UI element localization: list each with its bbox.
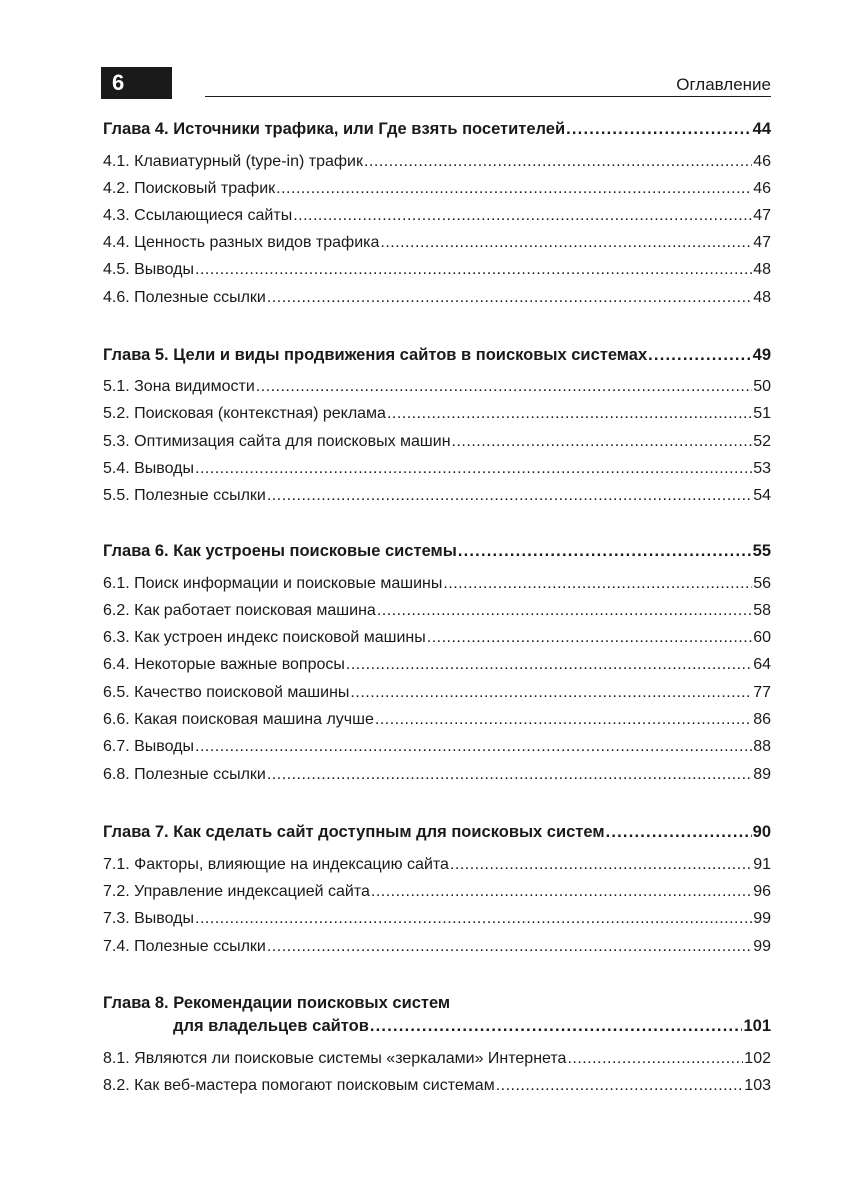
section-title: 7.3. Выводы bbox=[103, 910, 195, 927]
chapter-page: 90 bbox=[752, 823, 771, 841]
toc-section-8-1[interactable] bbox=[103, 1049, 771, 1069]
toc-section-4-3[interactable] bbox=[103, 206, 771, 226]
dot-leader bbox=[346, 655, 752, 675]
toc-section-6-3[interactable] bbox=[103, 628, 771, 648]
section-title: 6.7. Выводы bbox=[103, 738, 195, 755]
toc-section-5-5[interactable] bbox=[103, 486, 771, 506]
section-title: 4.1. Клавиатурный (type-in) трафик bbox=[103, 153, 363, 170]
toc-section-7-3[interactable] bbox=[103, 909, 771, 929]
toc-section-6-1[interactable] bbox=[103, 574, 771, 594]
section-title: 6.6. Какая поисковая машина лучше bbox=[103, 711, 374, 728]
toc-chapter-4[interactable] bbox=[103, 119, 771, 139]
dot-leader bbox=[606, 822, 752, 842]
chapter-title: Глава 7. Как сделать сайт доступным для поисковых систем bbox=[103, 823, 605, 841]
dot-leader bbox=[195, 260, 752, 280]
dot-leader bbox=[443, 574, 752, 594]
section-title: 4.6. Полезные ссылки bbox=[103, 289, 266, 306]
toc-chapter-5[interactable] bbox=[103, 345, 771, 365]
section-title: 6.5. Качество поисковой машины bbox=[103, 684, 350, 701]
toc-section-6-5[interactable] bbox=[103, 683, 771, 703]
dot-leader bbox=[567, 1049, 743, 1069]
dot-leader bbox=[371, 882, 752, 902]
section-title: 4.3. Ссылающиеся сайты bbox=[103, 207, 293, 224]
toc-section-5-2[interactable] bbox=[103, 404, 771, 424]
section-page: 86 bbox=[753, 711, 771, 728]
dot-leader bbox=[566, 119, 752, 139]
toc-section-6-7[interactable] bbox=[103, 737, 771, 757]
toc-section-4-1[interactable] bbox=[103, 152, 771, 172]
section-title: 5.2. Поисковая (контекстная) реклама bbox=[103, 405, 386, 422]
dot-leader bbox=[458, 541, 752, 561]
dot-leader bbox=[387, 404, 752, 424]
section-page: 54 bbox=[753, 487, 771, 504]
section-title: 6.2. Как работает поисковая машина bbox=[103, 602, 376, 619]
dot-leader bbox=[380, 233, 752, 253]
toc-section-6-4[interactable] bbox=[103, 655, 771, 675]
dot-leader bbox=[370, 1016, 743, 1036]
toc-section-4-5[interactable] bbox=[103, 260, 771, 280]
section-title: 5.5. Полезные ссылки bbox=[103, 487, 266, 504]
chapter-page: 44 bbox=[752, 120, 771, 138]
section-page: 52 bbox=[753, 433, 771, 450]
dot-leader bbox=[364, 152, 752, 172]
section-title: 4.4. Ценность разных видов трафика bbox=[103, 234, 380, 251]
section-title: 5.1. Зона видимости bbox=[103, 378, 255, 395]
toc-section-6-2[interactable] bbox=[103, 601, 771, 621]
toc-section-7-4[interactable] bbox=[103, 937, 771, 957]
section-title: 8.1. Являются ли поисковые системы «зеркалами» Интернета bbox=[103, 1050, 567, 1067]
toc-section-7-2[interactable] bbox=[103, 882, 771, 902]
section-title: 6.3. Как устроен индекс поисковой машины bbox=[103, 629, 426, 646]
toc-section-4-4[interactable] bbox=[103, 233, 771, 253]
dot-leader bbox=[195, 909, 752, 929]
section-title: 6.8. Полезные ссылки bbox=[103, 766, 266, 783]
dot-leader bbox=[427, 628, 752, 648]
section-page: 53 bbox=[753, 460, 771, 477]
dot-leader bbox=[375, 710, 752, 730]
section-page: 99 bbox=[753, 938, 771, 955]
page-number-badge: 6 bbox=[101, 67, 172, 99]
section-page: 99 bbox=[753, 910, 771, 927]
section-title: 4.5. Выводы bbox=[103, 261, 195, 278]
chapter-page: 55 bbox=[752, 542, 771, 560]
chapter-title: Глава 5. Цели и виды продвижения сайтов в поисковых системах bbox=[103, 346, 648, 364]
toc-section-4-2[interactable] bbox=[103, 179, 771, 199]
dot-leader bbox=[267, 765, 752, 785]
section-page: 48 bbox=[753, 261, 771, 278]
dot-leader bbox=[195, 459, 752, 479]
chapter-page: 101 bbox=[743, 1017, 771, 1035]
section-page: 51 bbox=[753, 405, 771, 422]
section-page: 89 bbox=[753, 766, 771, 783]
section-page: 96 bbox=[753, 883, 771, 900]
dot-leader bbox=[293, 206, 752, 226]
header-title: Оглавление bbox=[676, 75, 771, 94]
dot-leader bbox=[648, 345, 752, 365]
chapter-title: для владельцев сайтов bbox=[173, 1017, 369, 1035]
section-page: 46 bbox=[753, 153, 771, 170]
chapter-page: 49 bbox=[752, 346, 771, 364]
dot-leader bbox=[276, 179, 752, 199]
toc-section-6-6[interactable] bbox=[103, 710, 771, 730]
toc-section-6-8[interactable] bbox=[103, 765, 771, 785]
section-page: 77 bbox=[753, 684, 771, 701]
toc-chapter-8[interactable] bbox=[173, 1016, 771, 1036]
toc-chapter-8-title-line1[interactable]: Глава 8. Рекомендации поисковых систем bbox=[103, 994, 451, 1012]
chapter-title: Глава 4. Источники трафика, или Где взять посетителей bbox=[103, 120, 566, 138]
section-page: 64 bbox=[753, 656, 771, 673]
section-title: 6.4. Некоторые важные вопросы bbox=[103, 656, 345, 673]
dot-leader bbox=[267, 486, 752, 506]
section-page: 48 bbox=[753, 289, 771, 306]
toc-section-4-6[interactable] bbox=[103, 288, 771, 308]
dot-leader bbox=[496, 1076, 744, 1096]
toc-section-5-1[interactable] bbox=[103, 377, 771, 397]
header-rule bbox=[205, 96, 771, 97]
section-title: 6.1. Поиск информации и поисковые машины bbox=[103, 575, 443, 592]
section-page: 60 bbox=[753, 629, 771, 646]
toc-section-8-2[interactable] bbox=[103, 1076, 771, 1096]
dot-leader bbox=[377, 601, 752, 621]
dot-leader bbox=[267, 288, 752, 308]
section-title: 7.1. Факторы, влияющие на индексацию сайта bbox=[103, 856, 449, 873]
chapter-title: Глава 6. Как устроены поисковые системы bbox=[103, 542, 457, 560]
section-page: 47 bbox=[753, 234, 771, 251]
toc-section-5-4[interactable] bbox=[103, 459, 771, 479]
section-page: 58 bbox=[753, 602, 771, 619]
section-page: 102 bbox=[744, 1050, 771, 1067]
dot-leader bbox=[450, 855, 752, 875]
section-title: 5.3. Оптимизация сайта для поисковых машин bbox=[103, 433, 451, 450]
toc-chapter-6[interactable] bbox=[103, 541, 771, 561]
dot-leader bbox=[195, 737, 752, 757]
section-page: 103 bbox=[744, 1077, 771, 1094]
section-title: 7.2. Управление индексацией сайта bbox=[103, 883, 370, 900]
section-page: 56 bbox=[753, 575, 771, 592]
dot-leader bbox=[350, 683, 752, 703]
section-title: 5.4. Выводы bbox=[103, 460, 195, 477]
section-page: 47 bbox=[753, 207, 771, 224]
dot-leader bbox=[267, 937, 752, 957]
toc-chapter-7[interactable] bbox=[103, 822, 771, 842]
toc-section-7-1[interactable] bbox=[103, 855, 771, 875]
section-page: 50 bbox=[753, 378, 771, 395]
section-page: 88 bbox=[753, 738, 771, 755]
section-title: 8.2. Как веб-мастера помогают поисковым системам bbox=[103, 1077, 495, 1094]
dot-leader bbox=[452, 432, 753, 452]
section-page: 91 bbox=[753, 856, 771, 873]
section-title: 4.2. Поисковый трафик bbox=[103, 180, 276, 197]
section-title: 7.4. Полезные ссылки bbox=[103, 938, 266, 955]
section-page: 46 bbox=[753, 180, 771, 197]
toc-section-5-3[interactable] bbox=[103, 432, 771, 452]
dot-leader bbox=[256, 377, 752, 397]
